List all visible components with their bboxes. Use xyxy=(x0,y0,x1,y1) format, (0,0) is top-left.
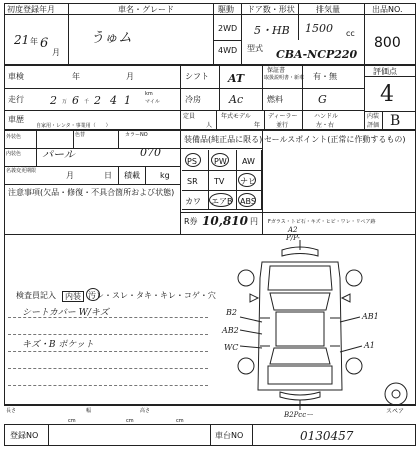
notes-label: 注意事項(欠品・修復・不具合箇所および状態) xyxy=(8,188,175,197)
history-sub: 自家用・レンタ・事業用（ ） xyxy=(36,123,111,129)
mileage-unit-sen: 千 xyxy=(84,99,90,105)
interior-sub: 評価 xyxy=(367,122,380,129)
chassis-value: 0130457 xyxy=(300,429,354,443)
mark-front-bumper: P/P- xyxy=(286,234,300,242)
inspector-chip: 内装 xyxy=(62,291,84,302)
equip-leather: カワ xyxy=(185,197,201,206)
fuel-value: G xyxy=(318,93,327,106)
load-label: 積載 xyxy=(124,171,140,180)
warranty-sub: 取扱説明書・新車 xyxy=(264,75,305,81)
mark-wc: WC xyxy=(224,343,239,352)
shift-label: シフト xyxy=(185,72,209,81)
chassis-label: 車台NO xyxy=(215,431,244,440)
mark-a2-front: A2 xyxy=(288,226,298,234)
color-change-label: 色替 xyxy=(75,132,86,138)
warranty-label: 保証書 xyxy=(267,67,286,74)
r-ticket-value: 10,810 xyxy=(202,214,248,228)
lot-value: 800 xyxy=(374,35,401,51)
sales-point-label: セールスポイント(正常に作動するもの) xyxy=(264,135,406,144)
year-model-unit: 年 xyxy=(254,122,261,129)
mileage-digit-2: 6 xyxy=(72,94,79,107)
equip-sr: SR xyxy=(187,177,198,186)
door-label: ドア数・形状 xyxy=(247,5,295,14)
mileage-digit-1: 2 xyxy=(50,94,57,107)
drive-label: 駆動 xyxy=(218,5,234,14)
shift-value: AT xyxy=(228,72,245,85)
fuel-label: 燃料 xyxy=(267,95,283,104)
capacity-label: 定員 xyxy=(183,113,196,120)
score-label: 評価点 xyxy=(373,67,397,76)
interior-value: B xyxy=(390,113,401,129)
dealer-sub: 並行 xyxy=(276,122,289,129)
length-unit: cm xyxy=(68,418,76,424)
inspector-label: 検査員記入 xyxy=(16,291,56,300)
spare-label: スペア xyxy=(386,408,405,415)
equip-abs: ABS xyxy=(240,197,256,206)
first-reg-year-unit: 年 xyxy=(30,37,38,46)
equipment-title: 装備品(純正品に限る) xyxy=(184,135,263,144)
handle-value: 左・右 xyxy=(316,122,335,129)
name-change-day: 日 xyxy=(104,171,112,180)
mileage-digit-4: 4 xyxy=(110,94,117,107)
warranty-value: 有・無 xyxy=(313,72,337,81)
name-change-month: 月 xyxy=(66,171,74,180)
f-glass-label: Fガラス・トビ石・キズ・ヒビ・ワレ・リペア跡 xyxy=(268,219,376,225)
equip-pw: PW xyxy=(214,157,227,166)
interior-label: 内装 xyxy=(367,113,380,120)
length-label: 長さ xyxy=(6,408,17,414)
exterior-color-value: パール xyxy=(42,148,75,161)
mileage-unit-mile: マイル xyxy=(145,99,160,105)
first-reg-month-unit: 月 xyxy=(52,48,60,57)
width-label: 幅 xyxy=(86,408,92,414)
inspector-note-2: キズ・B ポケット xyxy=(22,340,94,350)
car-name-value: うゅム xyxy=(90,30,132,46)
year-model-label: 年式モデル xyxy=(221,113,251,120)
mark-rear-bumper: B2Pccー xyxy=(284,411,314,419)
r-ticket-unit: 円 xyxy=(250,217,258,226)
width-unit: cm xyxy=(126,418,134,424)
mileage-digit-5: 1 xyxy=(124,94,131,107)
dealer-label: ディーラー xyxy=(268,113,298,120)
equip-ps: PS xyxy=(187,157,197,166)
model-label: 型式 xyxy=(247,44,263,53)
capacity-unit: 人 xyxy=(206,122,213,129)
inspection-year: 年 xyxy=(72,72,80,81)
first-reg-month: 6 xyxy=(40,36,49,51)
height-label: 高さ xyxy=(140,408,151,414)
color-no-value: 070 xyxy=(140,146,161,159)
door-value: 5・HB xyxy=(254,24,290,37)
first-reg-label: 初度登録年月 xyxy=(7,5,55,14)
mileage-label: 走行 xyxy=(8,95,24,104)
name-change-label: 名義変更期限 xyxy=(6,168,37,174)
mark-ab1: AB1 xyxy=(362,312,379,321)
equip-navi: ナビ xyxy=(240,177,256,186)
name-grade-label: 車名・グレード xyxy=(118,5,174,14)
lot-label: 出品NO. xyxy=(372,5,403,14)
equip-airbag: エアB xyxy=(211,197,233,206)
mark-ab2: AB2 xyxy=(222,326,239,335)
mileage-unit-man: 万 xyxy=(62,99,68,105)
history-label: 車歴 xyxy=(8,115,24,124)
ac-label: 冷房 xyxy=(185,95,201,104)
model-value: CBA-NCP220 xyxy=(276,48,358,61)
inspector-tags: 汚レ・スレ・タキ・キレ・コゲ・穴 xyxy=(88,291,216,300)
mark-a1: A1 xyxy=(364,341,375,350)
mark-b2: B2 xyxy=(226,308,237,317)
equip-aw: AW xyxy=(242,157,255,166)
drive-4wd: 4WD xyxy=(218,46,238,55)
equip-tv: TV xyxy=(214,177,225,186)
load-unit: kg xyxy=(160,171,170,180)
inspector-note-1: シートカバー W/キズ xyxy=(22,308,109,318)
score-value: 4 xyxy=(380,82,394,107)
drive-2wd: 2WD xyxy=(218,24,238,33)
handle-label: ハンドル xyxy=(314,113,339,120)
r-ticket-label: R券 xyxy=(184,217,198,226)
inspection-label: 車検 xyxy=(8,72,24,81)
exterior-color-label: 外装色 xyxy=(6,134,22,140)
reg-no-label: 登録NO xyxy=(10,431,39,440)
height-unit: cm xyxy=(176,418,184,424)
mileage-digit-3: 2 xyxy=(94,94,101,107)
displacement-label: 排気量 xyxy=(316,5,340,14)
inspection-month: 月 xyxy=(126,72,134,81)
displacement-value: 1500 xyxy=(305,22,333,35)
interior-color-label: 内装色 xyxy=(6,151,22,157)
color-no-label: カラーNO xyxy=(125,132,148,138)
first-reg-year: 21 xyxy=(14,33,30,47)
mileage-unit-km: km xyxy=(145,91,153,97)
displacement-unit: cc xyxy=(346,29,355,38)
ac-value: Ac xyxy=(229,93,244,106)
